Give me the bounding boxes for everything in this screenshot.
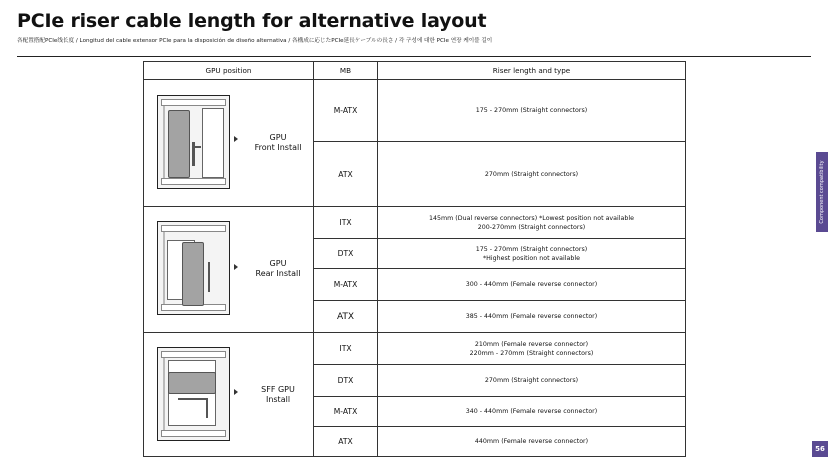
riser-length-table [143, 61, 686, 457]
riser-spec-cell: 175 - 270mm (Straight connectors) [378, 80, 686, 142]
riser-spec-cell: 340 - 440mm (Female reverse connector) [378, 397, 686, 427]
mb-cell: M-ATX [314, 269, 378, 301]
mb-cell: ATX [314, 142, 378, 207]
case-diagram-rear-install [157, 221, 230, 315]
table-header-row [144, 62, 686, 80]
header-gpu-position: GPU position [144, 62, 314, 80]
section-side-tab [816, 152, 828, 232]
gpu-rear-install-cell [144, 207, 314, 333]
mb-cell: M-ATX [314, 397, 378, 427]
page-subtitle: 各配置搭配PCIe线长度 / Longitud del cable extensor PCIe para la disposición de diseño alternativa / 各構成に応じたPCIe延長ケーブルの長さ / 각 구성에 대한 PCIe 연장 케이블 길이 [17, 38, 493, 44]
mb-cell: M-ATX [314, 80, 378, 142]
riser-spec-cell: 145mm (Dual reverse connectors) *Lowest position not available 200-270mm (Straight connectors) [378, 207, 686, 239]
page-title: PCIe riser cable length for alternative layout [17, 10, 487, 32]
mb-cell: ITX [314, 207, 378, 239]
mb-cell: DTX [314, 365, 378, 397]
pointer-arrow-icon [234, 389, 238, 395]
page-number: 56 [812, 441, 828, 457]
table-row [144, 333, 686, 365]
header-divider [17, 56, 811, 57]
riser-spec-cell: 175 - 270mm (Straight connectors) *Highest position not available [378, 239, 686, 269]
riser-spec-cell: 270mm (Straight connectors) [378, 142, 686, 207]
riser-spec-cell: 210mm (Female reverse connector) 220mm - 270mm (Straight connectors) [378, 333, 686, 365]
riser-spec-cell: 300 - 440mm (Female reverse connector) [378, 269, 686, 301]
case-diagram-sff-install [157, 347, 230, 441]
mb-cell: ITX [314, 333, 378, 365]
table-row [144, 80, 686, 142]
table-row [144, 207, 686, 239]
gpu-position-label: GPU Front Install [254, 133, 302, 152]
sff-gpu-install-cell [144, 333, 314, 457]
mb-cell: ATX [314, 301, 378, 333]
case-diagram-front-install [157, 95, 230, 189]
gpu-position-label: GPU Rear Install [255, 259, 301, 278]
gpu-position-label: SFF GPU Install [261, 385, 295, 404]
mb-cell: DTX [314, 239, 378, 269]
riser-spec-cell: 385 - 440mm (Female reverse connector) [378, 301, 686, 333]
header-riser-length: Riser length and type [378, 62, 686, 80]
riser-spec-cell: 270mm (Straight connectors) [378, 365, 686, 397]
side-tab-label: Component compatibility [819, 160, 825, 224]
pointer-arrow-icon [234, 264, 238, 270]
pointer-arrow-icon [234, 136, 238, 142]
gpu-front-install-cell [144, 80, 314, 207]
riser-spec-cell: 440mm (Female reverse connector) [378, 427, 686, 457]
mb-cell: ATX [314, 427, 378, 457]
header-mb: MB [314, 62, 378, 80]
